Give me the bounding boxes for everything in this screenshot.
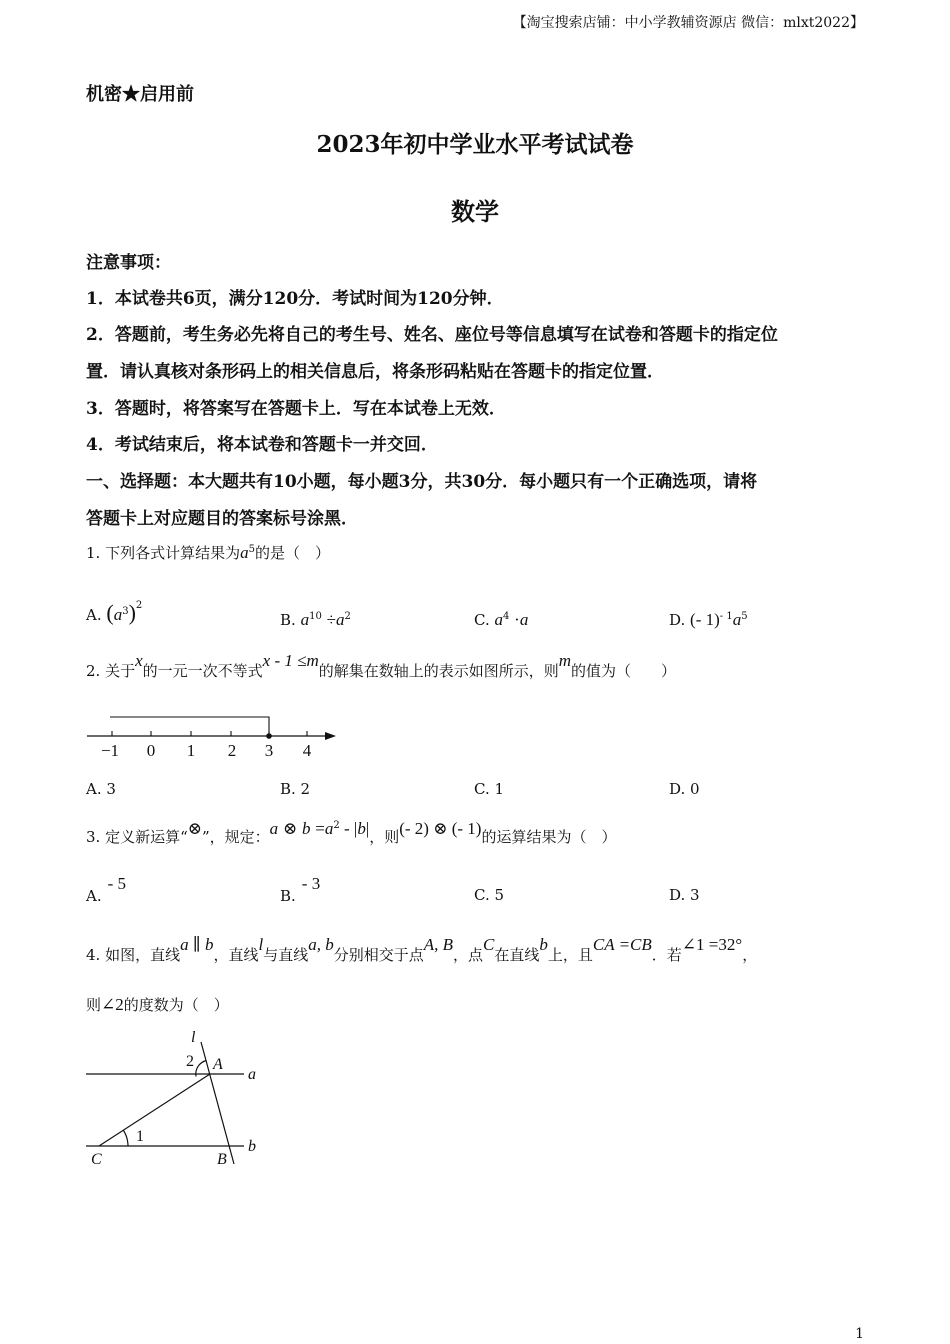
label-line-b: b (248, 1138, 256, 1155)
notice-heading: 注意事项： (86, 253, 171, 273)
exam-title: 2023年初中学业水平考试试卷 (316, 131, 634, 158)
axis-label-minus-1: −1 (100, 741, 120, 760)
q1-option-d[interactable]: D. (- $1)^{- 1}a^5$ (669, 610, 748, 629)
label-l: l (191, 1029, 196, 1046)
label-line-a: a (248, 1066, 256, 1083)
q3-option-a[interactable]: A.- 5 (86, 874, 127, 905)
q2-option-c[interactable]: C. 1 (474, 780, 505, 798)
notice-item-4: 4．考试结束后，将本试卷和答题卡一并交回． (86, 435, 438, 455)
label-2: 2 (186, 1053, 194, 1070)
solution-endpoint (266, 733, 272, 739)
q1-option-c[interactable]: C. $a^4 \cdot a$ (474, 610, 529, 629)
label-point-c: C (91, 1151, 102, 1168)
question-3: 3. 定义新运算“⊗”，规定：a ⊗ $b =a^2 - |b|$，则(- 2) ⊗ (- 1)的运算结果为（ ） (86, 819, 617, 846)
q2-option-d[interactable]: D. 0 (669, 780, 700, 798)
q3-option-b[interactable]: B.- 3 (280, 874, 321, 905)
page-number: 1 (855, 1326, 864, 1342)
axis-label-0: 0 (146, 741, 156, 760)
solution-bracket (110, 717, 269, 736)
header-shop-info: 【淘宝搜索店铺：中小学教辅资源店 微信：mlxt2022】 (512, 15, 864, 31)
label-point-a: A (213, 1056, 223, 1073)
axis-label-2: 2 (227, 741, 237, 760)
axis-label-1: 1 (186, 741, 196, 760)
subject-title: 数学 (451, 197, 499, 226)
question-1: 1. 下列各式计算结果为$a^5$的是（ ） (86, 543, 330, 562)
angle-1-arc (123, 1130, 128, 1146)
secret-label: 机密★启用前 (86, 84, 194, 105)
label-point-b: B (217, 1151, 227, 1168)
notice-item-2: 2．答题前，考生务必先将自己的考生号、姓名、座位号等信息填写在试卷和答题卡的指定位 (86, 325, 778, 345)
number-line-figure (84, 710, 344, 762)
notice-item-1: 1．本试卷共6页，满分120分．考试时间为120分钟． (86, 289, 504, 309)
number-line-arrow (325, 732, 336, 740)
q3-definition: a ⊗ $b =a^2 - |b|$ (269, 819, 370, 838)
notice-item-2-cont: 置．请认真核对条形码上的相关信息后，将条形码粘贴在答题卡的指定位置． (86, 362, 664, 382)
q1-option-a[interactable]: A. $(a^3)^2$ (86, 600, 143, 625)
q3-option-d[interactable]: D. 3 (669, 886, 700, 904)
parallel-lines-figure (84, 1024, 274, 1172)
notice-item-3: 3．答题时，将答案写在答题卡上．写在本试卷上无效． (86, 399, 506, 419)
q3-option-c[interactable]: C. 5 (474, 886, 505, 904)
q2-option-b[interactable]: B. 2 (280, 780, 311, 798)
section1-line2: 答题卡上对应题目的答案标号涂黑． (86, 509, 358, 529)
label-1: 1 (136, 1128, 144, 1145)
axis-label-4: 4 (302, 741, 312, 760)
segment-ca (99, 1074, 210, 1146)
question-2: 2. 关于x的一元一次不等式x - 1 ≤m的解集在数轴上的表示如图所示，则m的值为（ ） (86, 651, 677, 680)
section1-line1: 一、选择题：本大题共有10小题，每小题3分，共30分．每小题只有一个正确选项，请将 (86, 472, 758, 492)
q1-option-b[interactable]: B. $a^{10} \div a^2$ (280, 610, 351, 629)
question-4: 4. 如图，直线a ∥ b，直线l与直线a, b分别相交于点A, B，点C在直线b上，且CA =CB．若∠1 =32°， (86, 935, 758, 964)
q2-option-a[interactable]: A. 3 (86, 780, 116, 798)
axis-label-3: 3 (264, 741, 274, 760)
question-4-cont: 则∠2的度数为（ ） (86, 995, 229, 1014)
